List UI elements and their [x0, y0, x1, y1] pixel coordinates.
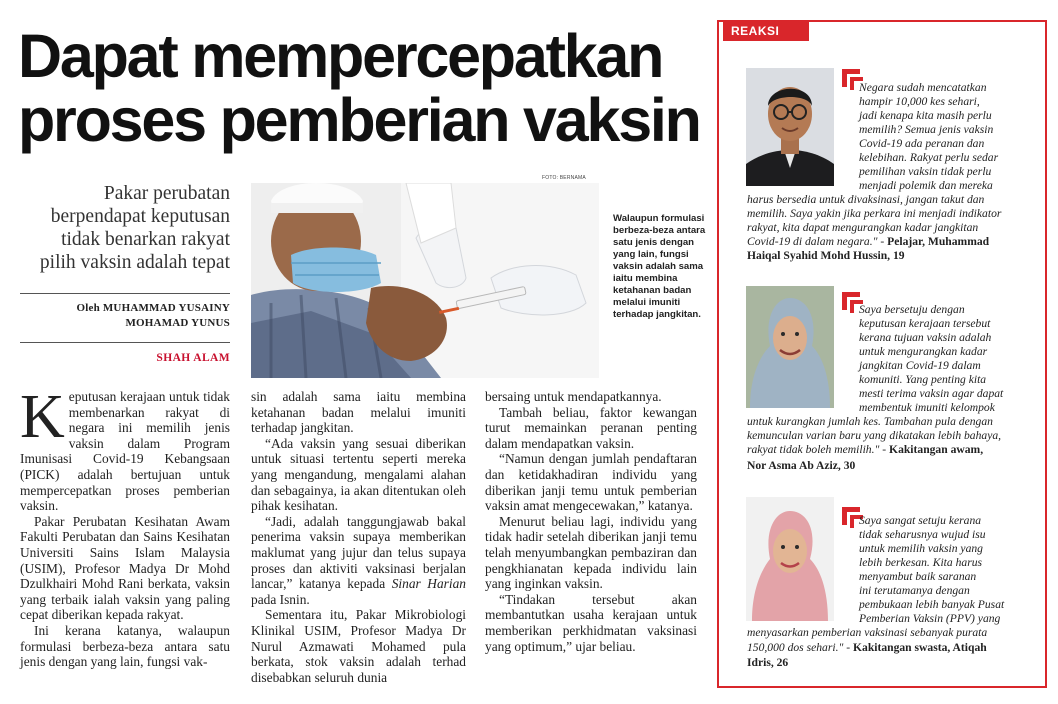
- paragraph: bersaing untuk mendapatkannya.: [485, 389, 662, 404]
- reaksi-quote-line: untuk memilih vaksin yang: [859, 542, 983, 555]
- quote-attribution: Pelajar, Muhammad: [887, 235, 990, 248]
- reaksi-quote-line: kemunculan varian baru yang dikatakan lebih bahaya,: [747, 429, 1002, 442]
- avatar: [746, 286, 834, 408]
- paragraph: [251, 514, 466, 608]
- reaksi-quote-line: jangkitan Covid-19 dalam: [859, 359, 981, 372]
- deck-line: Pakar perubatan: [103, 183, 230, 204]
- reaksi-quote-line: ini terutamanya dengan: [859, 584, 970, 597]
- reaksi-quote-line: harus bersedia untuk divaksinasi, jangan takut dan: [747, 193, 985, 206]
- reaksi-quote-line: hampir 10,000 kes sehari,: [859, 95, 980, 108]
- reaksi-quote-line: untuk mengurangkan kadar: [859, 345, 988, 358]
- divider: [20, 293, 230, 294]
- paragraph-text: “Jadi, adalah tanggungjawab bakal penerima vaksin supaya memberikan maklumat yang jujur dan telus supaya proses dan aktiviti vaksinasi berjalan lancar,” katanya kepada: [251, 513, 466, 592]
- paragraph: Ini kerana katanya, walaupun formulasi berbeza-beza antara satu jenis dengan yang lain, fungsi vak-: [20, 622, 230, 670]
- paragraph: Menurut beliau lagi, individu yang tidak hadir setelah diberikan janji temu telah menyumbangkan pembaziran dan pengkhianatan kepada individu lain yang inginkan vaksin.: [485, 513, 697, 592]
- portrait-male-illustration: [746, 68, 834, 186]
- quote-attribution: Haiqal Syahid Mohd Hussin, 19: [747, 249, 905, 262]
- reaksi-quote-line: jadi kenapa kita masih perlu: [859, 109, 992, 122]
- reaksi-quote-line: [747, 641, 987, 655]
- reaksi-quote-line: tidak seharusnya wujud isu: [859, 528, 986, 541]
- reaksi-quote-line: memilih. Saya yakin jika perkara ini menjadi indikator: [747, 207, 1002, 220]
- reaksi-quote-line: kerana tujuan vaksin adalah: [859, 331, 992, 344]
- paragraph-text: pada Isnin.: [251, 591, 310, 607]
- reaksi-quote-line: [747, 459, 855, 473]
- paragraph: “Namun dengan jumlah pendaftaran dan ketidakhadiran individu yang diberikan janji temu untuk pemberian vaksin amat mengecewakan,” katanya.: [485, 451, 697, 514]
- paragraph: [20, 383, 230, 514]
- quote-mark-icon: [842, 292, 860, 310]
- reaksi-quote-line: [747, 249, 905, 263]
- quote-attribution: Kakitangan awam,: [889, 443, 984, 456]
- vaccination-photo: [251, 183, 599, 378]
- quote-text: 150,000 dos sehari." -: [747, 641, 851, 654]
- reaksi-quote-line: Saya sangat setuju kerana: [859, 514, 982, 527]
- photo-credit: FOTO: BERNAMA: [542, 175, 586, 181]
- paragraph: Tambah beliau, faktor kewangan turut memainkan peranan penting dalam mendapatkan vaksin.: [485, 404, 697, 451]
- reaksi-quote-line: Saya bersetuju dengan: [859, 303, 965, 316]
- photo-caption: Walaupun formulasi berbeza-beza antara satu jenis dengan yang lain, fungsi vaksin adalah sama iaitu membina ketahanan badan melalui imuniti terhadap jangkitan.: [613, 213, 706, 320]
- quote-attribution: Kakitangan swasta, Atiqah: [853, 641, 987, 654]
- reaksi-quote-line: [747, 656, 788, 670]
- reaksi-quote-line: menjadi polemik dan mereka: [859, 179, 993, 192]
- publication-name: Sinar Harian: [391, 576, 466, 592]
- reaksi-quote-line: Covid-19 ada peranan dan: [859, 137, 985, 150]
- reaksi-quote-line: [747, 443, 983, 457]
- reaksi-quote-line: pembukaan lebih banyak Pusat: [859, 598, 1005, 611]
- paragraph: “Ada vaksin yang sesuai diberikan untuk situasi tertentu seperti mereka yang mengandung, mengalami alahan dan sebagainya, ia akan ditentukan oleh pihak kesihatan.: [251, 435, 466, 514]
- portrait-female-illustration: [746, 497, 834, 621]
- reaksi-quote-line: kelebihan. Rakyat perlu sedar: [859, 151, 999, 164]
- reaksi-quote-line: mesti terima vaksin agar dapat: [859, 387, 1004, 400]
- paragraph: Pakar Perubatan Kesihatan Awam Fakulti Perubatan dan Sains Kesihatan Universiti Sains Islam Malaysia (USIM), Profesor Madya Dr Mohd Dzulkhairi Mohd Rani berkata, vaksin yang terbaik ialah vaksin yang paling cepat diberikan kepada rakyat.: [20, 513, 230, 623]
- deck-line: berpendapat keputusan: [50, 206, 230, 227]
- quote-mark-icon: [842, 507, 860, 525]
- deck-line: tidak benarkan rakyat: [61, 229, 230, 250]
- reaksi-quote-line: menyambut baik saranan: [859, 570, 977, 583]
- reaksi-quote-line: keputusan kerajaan tersebut: [859, 317, 991, 330]
- reaksi-quote-line: komuniti. Yang penting kita: [859, 373, 987, 386]
- quote-mark-icon: [842, 69, 860, 87]
- deck: [20, 182, 230, 274]
- reaksi-quote-line: Negara sudah mencatatkan: [859, 81, 987, 94]
- byline-line: MOHAMAD YUNUS: [125, 317, 230, 329]
- byline-line: Oleh MUHAMMAD YUSAINY: [76, 302, 230, 314]
- vaccination-illustration: [251, 183, 599, 378]
- reaksi-quote-line: memilih? Semua jenis vaksin: [859, 123, 994, 136]
- reaksi-quote-line: menyasarkan pemberian vaksinasi sebanyak purata: [747, 626, 988, 639]
- reaksi-quote-line: rakyat, kita dapat mengurangkan kadar jangkitan: [747, 221, 979, 234]
- byline: [20, 301, 230, 331]
- reaksi-quote-line: lebih berkesan. Kita harus: [859, 556, 983, 569]
- divider: [20, 342, 230, 343]
- headline: [18, 24, 708, 152]
- reaksi-quote-line: Pemberian Vaksin (PPV) yang: [859, 612, 1001, 625]
- reaksi-quote-line: untuk kurangkan jumlah kes. Tambahan pula dengan: [747, 415, 993, 428]
- paragraph: Sementara itu, Pakar Mikrobiologi Klinikal USIM, Profesor Madya Dr Nurul Azmawati Mohamed pula berkata, stok vaksin adalah terhad disebabkan seluruh dunia: [251, 607, 466, 685]
- dateline: SHAH ALAM: [156, 352, 230, 364]
- paragraph: “Tindakan tersebut akan membantutkan usaha kerajaan untuk memberikan perkhidmatan vaksinasi yang optimum,” ujar beliau.: [485, 591, 697, 654]
- reaksi-quote-line: pemilihan vaksin tidak perlu: [859, 165, 992, 178]
- article-column-1: [20, 383, 230, 670]
- quote-text: rakyat tidak boleh memilih." -: [747, 443, 887, 456]
- reaksi-quote-line: [747, 235, 989, 249]
- avatar: [746, 497, 834, 621]
- reaksi-tag: REAKSI: [723, 21, 809, 41]
- drop-cap: K: [20, 383, 65, 451]
- quote-attribution: Idris, 26: [747, 656, 789, 669]
- paragraph-text: eputusan kerajaan untuk tidak membenarkan rakyat di negara ini memilih jenis vaksin dalam Program Imunisasi Covid-19 Kebangsaan (PICK) adalah bertujuan untuk mempercepatkan proses pemberian vaksin.: [20, 389, 230, 514]
- headline-line-2: proses pemberian vaksin: [18, 86, 700, 154]
- portrait-female-illustration: [746, 286, 834, 408]
- paragraph: sin adalah sama iaitu membina ketahanan badan melalui imuniti terhadap jangkitan.: [251, 389, 466, 436]
- quote-attribution: Nor Asma Ab Aziz, 30: [747, 459, 856, 472]
- article-column-2: [251, 389, 466, 685]
- reaksi-quote-line: membentuk imuniti kelompok: [859, 401, 995, 414]
- headline-line-1: Dapat mempercepatkan: [18, 22, 663, 90]
- avatar: [746, 68, 834, 186]
- quote-text: Covid-19 di dalam negara." -: [747, 235, 885, 248]
- deck-line: pilih vaksin adalah tepat: [39, 252, 230, 273]
- article-column-3: [485, 389, 697, 654]
